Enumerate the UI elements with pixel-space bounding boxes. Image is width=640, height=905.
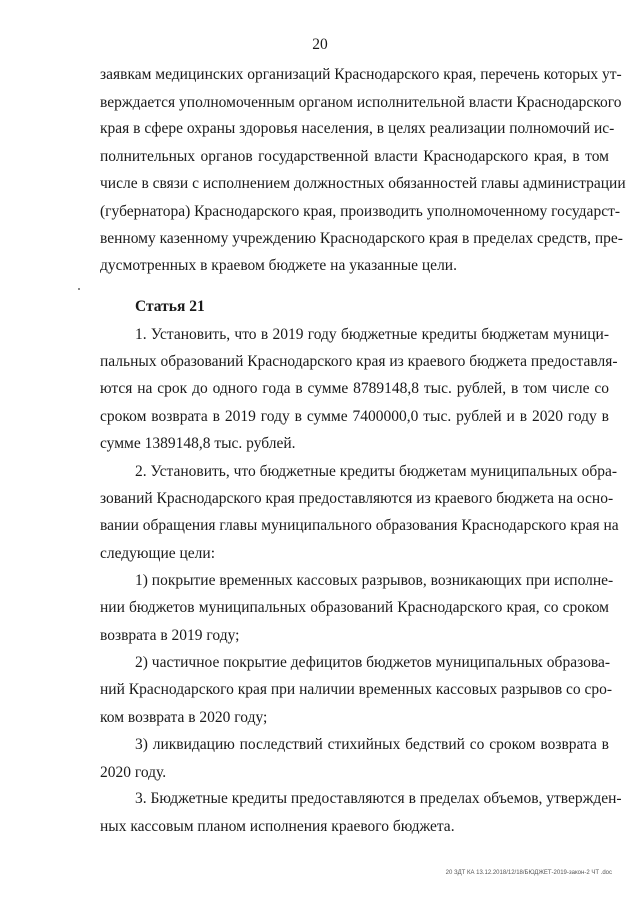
text-line: края в сфере охраны здоровья населения, в целях реализации полномочий ис- xyxy=(100,120,615,138)
text-line: 1) покрытие временных кассовых разрывов, возникающих при исполне- xyxy=(135,572,614,590)
text-line: возврата в 2019 году; xyxy=(100,626,240,644)
text-line: верждается уполномоченным органом исполнительной власти Краснодарского xyxy=(100,93,622,111)
text-line: дусмотренных в краевом бюджете на указанные цели. xyxy=(100,257,457,275)
text-line: 2020 году. xyxy=(100,763,167,781)
text-line: 3) ликвидацию последствий стихийных бедствий со сроком возврата в xyxy=(135,736,609,754)
text-line: (губернатора) Краснодарского края, производить уполномоченному государст- xyxy=(100,203,621,221)
page-number: 20 xyxy=(312,36,328,53)
text-line: сумме 1389148,8 тыс. рублей. xyxy=(100,435,296,453)
text-line: вании обращения главы муниципального образования Краснодарского края на xyxy=(100,517,619,535)
text-line: ний Краснодарского края при наличии временных кассовых разрывов со сро- xyxy=(100,680,613,698)
text-line: венному казенному учреждению Краснодарского края в пределах средств, пре- xyxy=(100,229,623,247)
text-line: 2) частичное покрытие дефицитов бюджетов муниципальных образова- xyxy=(135,654,611,672)
text-line: зований Краснодарского края предоставляются из краевого бюджета на осно- xyxy=(100,489,614,507)
text-line: нии бюджетов муниципальных образований Краснодарского края, со сроком xyxy=(100,599,609,617)
text-line: 3. Бюджетные кредиты предоставляются в пределах объемов, утвержден- xyxy=(135,790,622,808)
scan-mark xyxy=(78,288,80,290)
text-line: 1. Установить, что в 2019 году бюджетные кредиты бюджетам муници- xyxy=(135,325,609,343)
text-line: 2. Установить, что бюджетные кредиты бюджетам муниципальных обра- xyxy=(135,462,618,480)
footer-file-path: 20 ЗДТ КА 13.12.2018/12/18/БЮДЖЕТ-2019-закон-2 ЧТ .doc xyxy=(445,870,612,876)
text-line: полнительных органов государственной власти Краснодарского края, в том xyxy=(100,147,609,165)
text-line: числе в связи с исполнением должностных обязанностей главы администрации xyxy=(100,175,626,193)
text-line: ются на срок до одного года в сумме 8789148,8 тыс. рублей, в том числе со xyxy=(100,380,609,398)
text-line: следующие цели: xyxy=(100,544,216,562)
article-heading: Статья 21 xyxy=(135,298,205,316)
text-line: ком возврата в 2020 году; xyxy=(100,708,268,726)
text-line: заявкам медицинских организаций Краснодарского края, перечень которых ут- xyxy=(100,66,622,83)
text-line: ных кассовым планом исполнения краевого бюджета. xyxy=(100,818,455,835)
text-line: пальных образований Краснодарского края из краевого бюджета предоставля- xyxy=(100,353,618,371)
text-line: сроком возврата в 2019 году в сумме 7400000,0 тыс. рублей и в 2020 году в xyxy=(100,407,609,425)
